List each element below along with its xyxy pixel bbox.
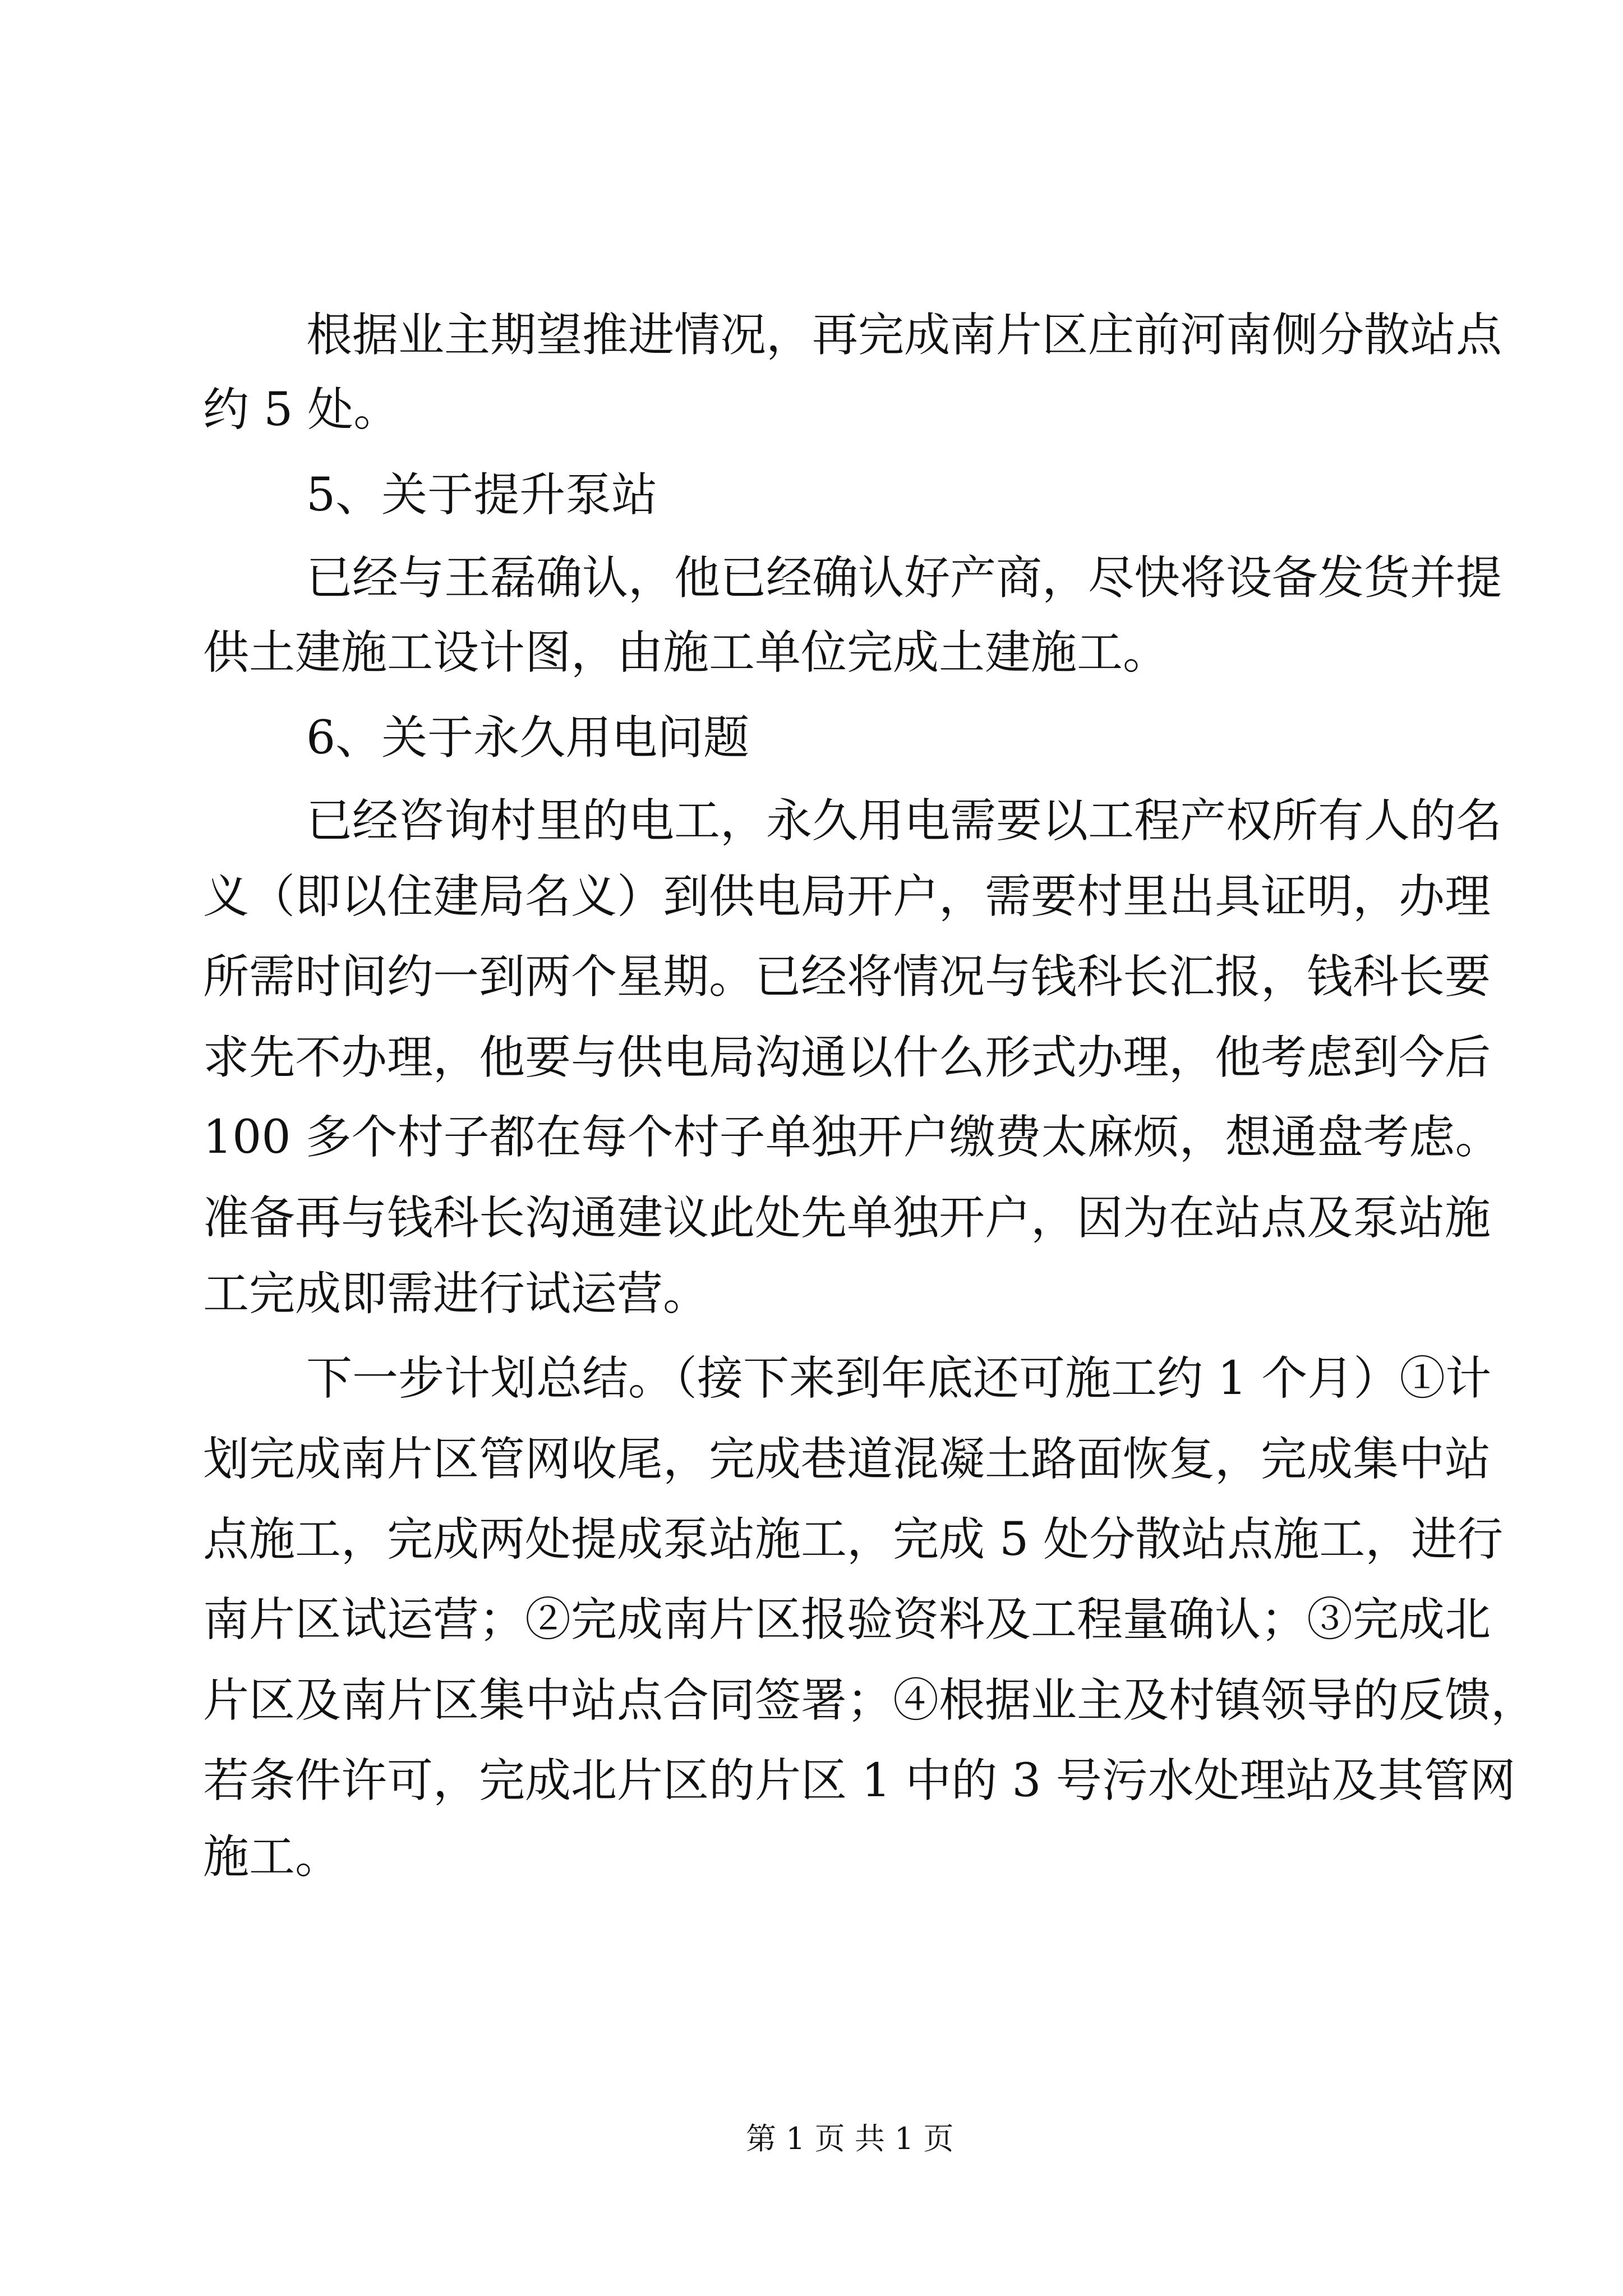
body-line: 片区及南片区集中站点合同签署；④根据业主及村镇领导的反馈， — [203, 1674, 1537, 1727]
page-number-footer: 第 1 页 共 1 页 — [746, 2121, 954, 2156]
body-line: 约 5 处。 — [203, 383, 400, 436]
body-line: 供土建施工设计图，由施工单位完成土建施工。 — [203, 626, 1169, 679]
body-line: 工完成即需进行试运营。 — [203, 1267, 709, 1320]
body-line: 根据业主期望推进情况，再完成南片区庄前河南侧分散站点 — [306, 309, 1502, 362]
body-line: 义（即以住建局名义）到供电局开户，需要村里出具证明，办理 — [203, 870, 1491, 923]
body-line: 所需时间约一到两个星期。已经将情况与钱科长汇报，钱科长要 — [203, 950, 1491, 1004]
body-line: 100 多个村子都在每个村子单独开户缴费太麻烦，想通盘考虑。 — [203, 1111, 1501, 1164]
body-line: 下一步计划总结。（接下来到年底还可施工约 1 个月）①计 — [306, 1352, 1492, 1405]
body-line: 点施工，完成两处提成泵站施工，完成 5 处分散站点施工，进行 — [203, 1513, 1504, 1566]
body-line: 施工。 — [203, 1830, 342, 1884]
body-line: 准备再与钱科长沟通建议此处先单独开户，因为在站点及泵站施 — [203, 1191, 1491, 1245]
body-line: 求先不办理，他要与供电局沟通以什么形式办理，他考虑到今后 — [203, 1031, 1491, 1084]
body-line: 已经咨询村里的电工，永久用电需要以工程产权所有人的名 — [306, 794, 1502, 848]
section-heading: 5、关于提升泵站 — [306, 468, 658, 522]
body-line: 南片区试运营；②完成南片区报验资料及工程量确认；③完成北 — [203, 1593, 1491, 1646]
body-line: 划完成南片区管网收尾，完成巷道混凝土路面恢复，完成集中站 — [203, 1433, 1491, 1486]
body-line: 若条件许可，完成北片区的片区 1 中的 3 号污水处理站及其管网 — [203, 1754, 1516, 1807]
body-line: 已经与王磊确认，他已经确认好产商，尽快将设备发货并提 — [306, 551, 1502, 605]
section-heading: 6、关于永久用电问题 — [306, 711, 750, 765]
